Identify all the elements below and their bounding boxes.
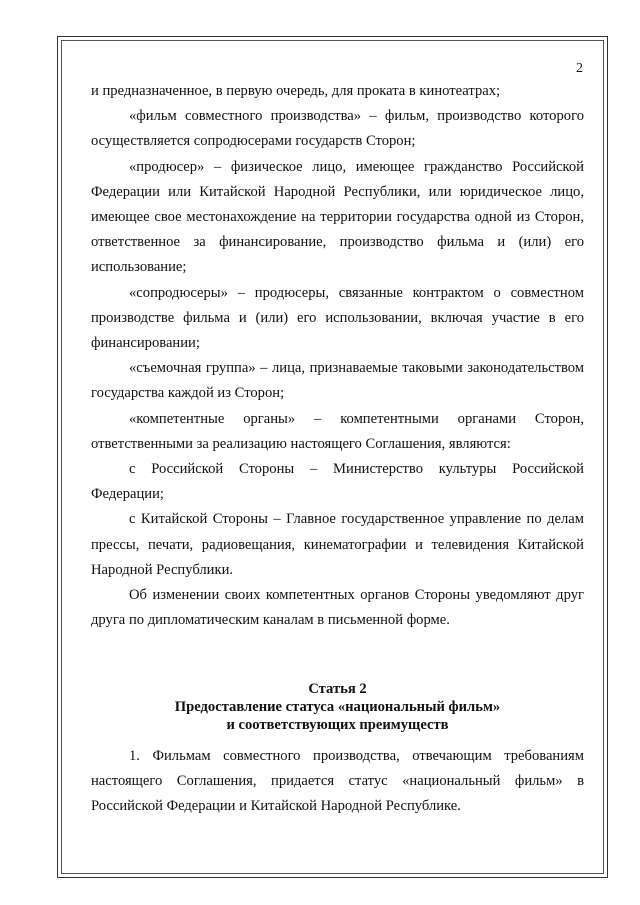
article-title-line-1: Предоставление статуса «национальный фильм»: [174, 698, 501, 715]
page-number: 2: [576, 61, 583, 76]
definition-coproducers: «сопродюсеры» – продюсеры, связанные контрактом о совместном производстве фильма и (или) его использовании, включая участие в его финансировании;: [91, 284, 584, 352]
notification-paragraph: Об изменении своих компетентных органов Стороны уведомляют друг друга по дипломатическим каналам в письменной форме.: [91, 587, 584, 629]
article-body: [91, 744, 584, 820]
article-number: Статья 2: [308, 681, 367, 697]
definition-coproduction-film: «фильм совместного производства» – фильм, производство которого осуществляется сопродюсерами государств Сторон;: [91, 108, 584, 150]
chinese-authority: с Китайской Стороны – Главное государственное управление по делам прессы, печати, радиовещания, кинематографии и телевидения Китайской Народной Республики.: [91, 511, 584, 578]
definition-producer: «продюсер» – физическое лицо, имеющее гражданство Российской Федерации или Китайской Народной Республики, или юридическое лицо, имеющее свое местонахождение на территории государства одной из Сторон, ответственное за финансирование, производство фильма и (или) его использование;: [91, 158, 584, 276]
definition-competent-authorities: «компетентные органы» – компетентными органами Сторон, ответственными за реализацию настоящего Соглашения, являются:: [91, 410, 584, 452]
article-title-line-2: и соответствующих преимуществ: [226, 716, 449, 733]
definition-film-crew: «съемочная группа» – лица, признаваемые таковыми законодательством государства каждой из Сторон;: [91, 360, 584, 402]
paragraph-continuation: и предназначенное, в первую очередь, для проката в кинотеатрах;: [91, 83, 501, 99]
article-paragraph-1: 1. Фильмам совместного производства, отвечающим требованиям настоящего Соглашения, придается статус «национальный фильм» в Российской Федерации и Китайской Народной Республике.: [91, 748, 584, 815]
article-heading: [91, 681, 584, 734]
russian-authority: с Российской Стороны – Министерство культуры Российской Федерации;: [91, 461, 584, 503]
document-body: [91, 79, 584, 633]
